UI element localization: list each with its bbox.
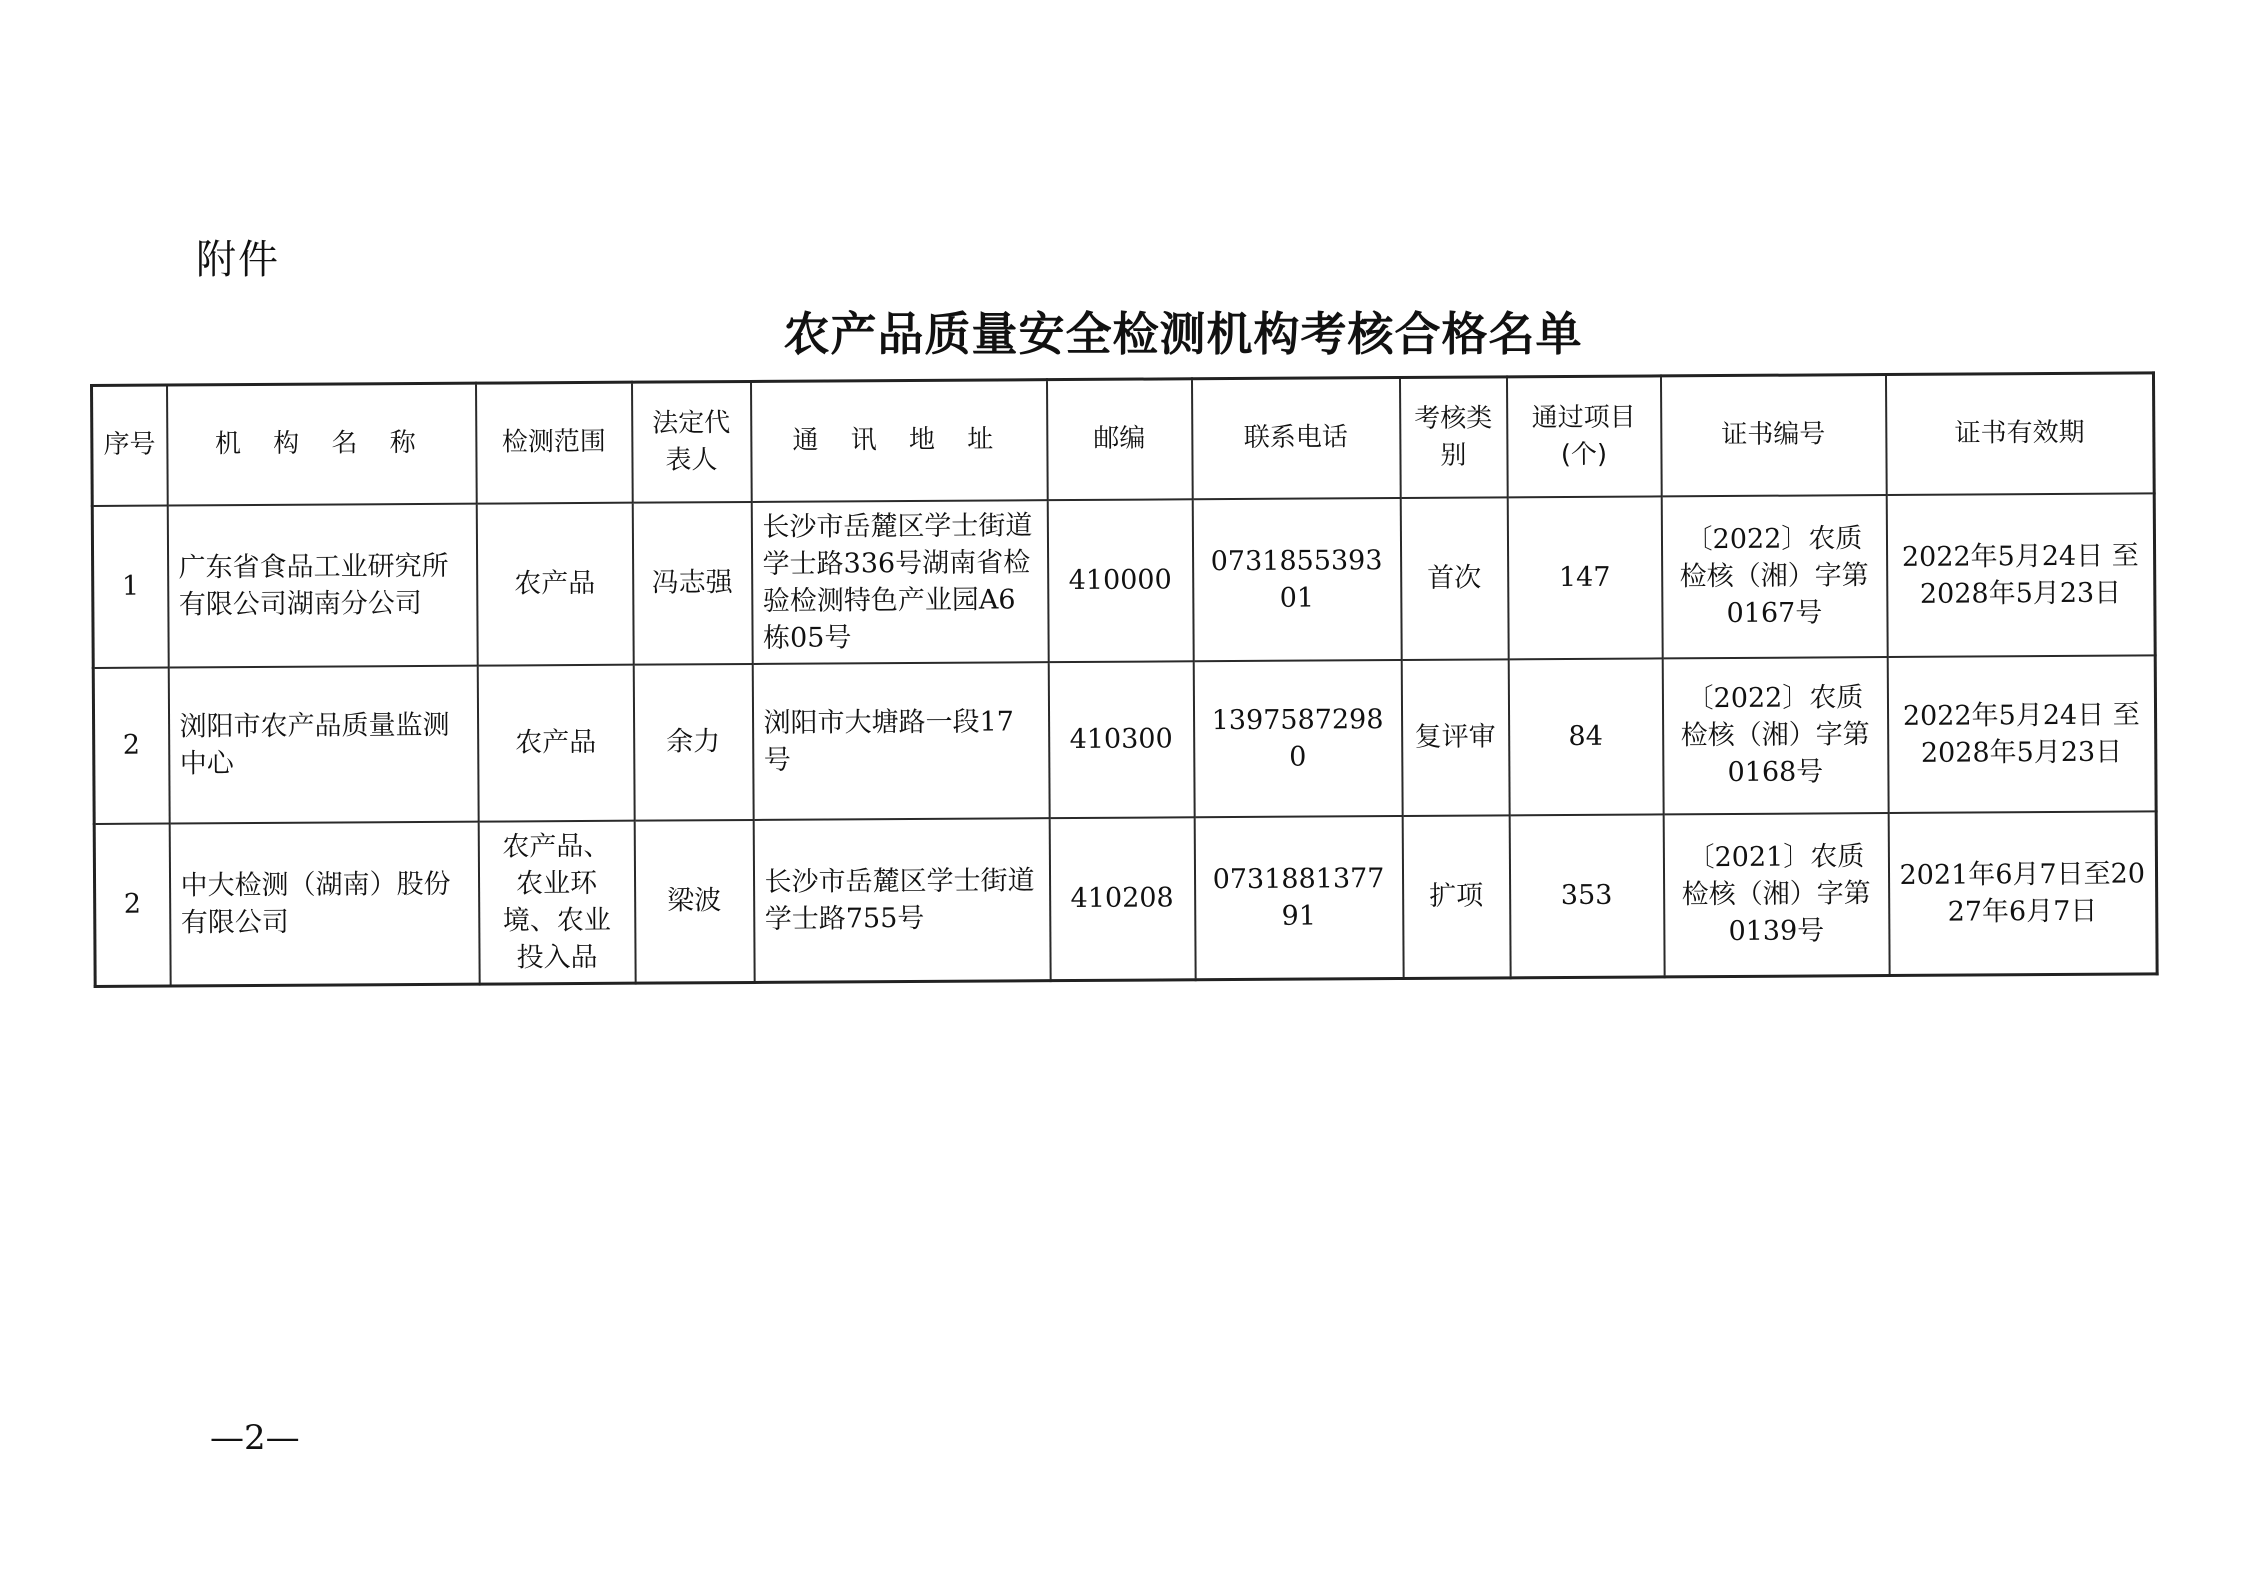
cell-address: 长沙市岳麓区学士街道学士路755号 <box>753 818 1050 982</box>
attachment-label: 附件 <box>196 237 280 283</box>
cell-no: 2 <box>93 667 169 823</box>
header-cell-scope: 检测范围 <box>476 382 633 503</box>
cell-scope: 农产品 <box>477 664 634 821</box>
header-cell-type: 考核类别 <box>1399 377 1507 498</box>
header-cell-postcode: 邮编 <box>1046 379 1192 500</box>
header-cell-address: 通 讯 地 址 <box>750 380 1047 502</box>
cell-rep: 余力 <box>633 663 753 820</box>
cell-postcode: 410000 <box>1047 499 1193 662</box>
cell-phone: 13975872980 <box>1193 659 1402 816</box>
cell-phone: 073185539301 <box>1192 497 1401 660</box>
header-cell-org: 机 构 名 称 <box>167 383 477 505</box>
cell-phone: 073188137791 <box>1194 815 1403 979</box>
table-row <box>92 493 2155 668</box>
cell-type: 首次 <box>1400 497 1508 660</box>
cell-type: 扩项 <box>1402 815 1510 978</box>
cell-scope: 农产品 <box>476 502 633 665</box>
roster-table-wrap <box>90 371 2156 987</box>
cell-org: 广东省食品工业研究所有限公司湖南分公司 <box>167 503 477 667</box>
table-row <box>93 655 2156 824</box>
cell-org: 中大检测（湖南）股份有限公司 <box>169 821 479 985</box>
cell-rep: 梁波 <box>634 819 754 982</box>
cell-address: 长沙市岳麓区学士街道学士路336号湖南省检验检测特色产业园A6栋05号 <box>751 500 1048 664</box>
header-cell-items: 通过项目(个) <box>1506 376 1661 497</box>
cell-org: 浏阳市农产品质量监测中心 <box>168 665 478 823</box>
cell-cert-no: 〔2021〕农质检核（湘）字第0139号 <box>1663 813 1889 977</box>
cell-address: 浏阳市大塘路一段17号 <box>752 662 1049 820</box>
header-cell-no: 序号 <box>92 385 168 505</box>
cell-items: 353 <box>1509 814 1664 977</box>
header-cell-phone: 联系电话 <box>1191 378 1400 499</box>
cell-items: 147 <box>1507 496 1662 659</box>
cell-cert-no: 〔2022〕农质检核（湘）字第0168号 <box>1662 657 1888 814</box>
roster-table <box>90 371 2159 987</box>
page-number: —2— <box>210 1418 300 1458</box>
header-cell-validity: 证书有效期 <box>1885 373 2154 495</box>
document-title: 农产品质量安全检测机构考核合格名单 <box>783 307 1583 361</box>
cell-cert-no: 〔2022〕农质检核（湘）字第0167号 <box>1661 495 1887 658</box>
table-row <box>94 811 2157 986</box>
header-row <box>92 373 2155 506</box>
cell-scope: 农产品、农业环境、农业投入品 <box>478 820 635 983</box>
cell-postcode: 410208 <box>1049 817 1195 980</box>
cell-postcode: 410300 <box>1048 661 1194 818</box>
header-cell-cert-no: 证书编号 <box>1660 375 1886 496</box>
header-cell-rep: 法定代表人 <box>631 381 751 502</box>
cell-no: 1 <box>92 505 168 667</box>
cell-validity: 2022年5月24日 至 2028年5月23日 <box>1887 655 2156 813</box>
cell-items: 84 <box>1508 658 1663 815</box>
cell-no: 2 <box>94 823 170 986</box>
cell-rep: 冯志强 <box>632 501 752 664</box>
cell-validity: 2022年5月24日 至 2028年5月23日 <box>1886 493 2155 657</box>
cell-validity: 2021年6月7日至2027年6月7日 <box>1888 811 2157 975</box>
cell-type: 复评审 <box>1401 659 1509 816</box>
